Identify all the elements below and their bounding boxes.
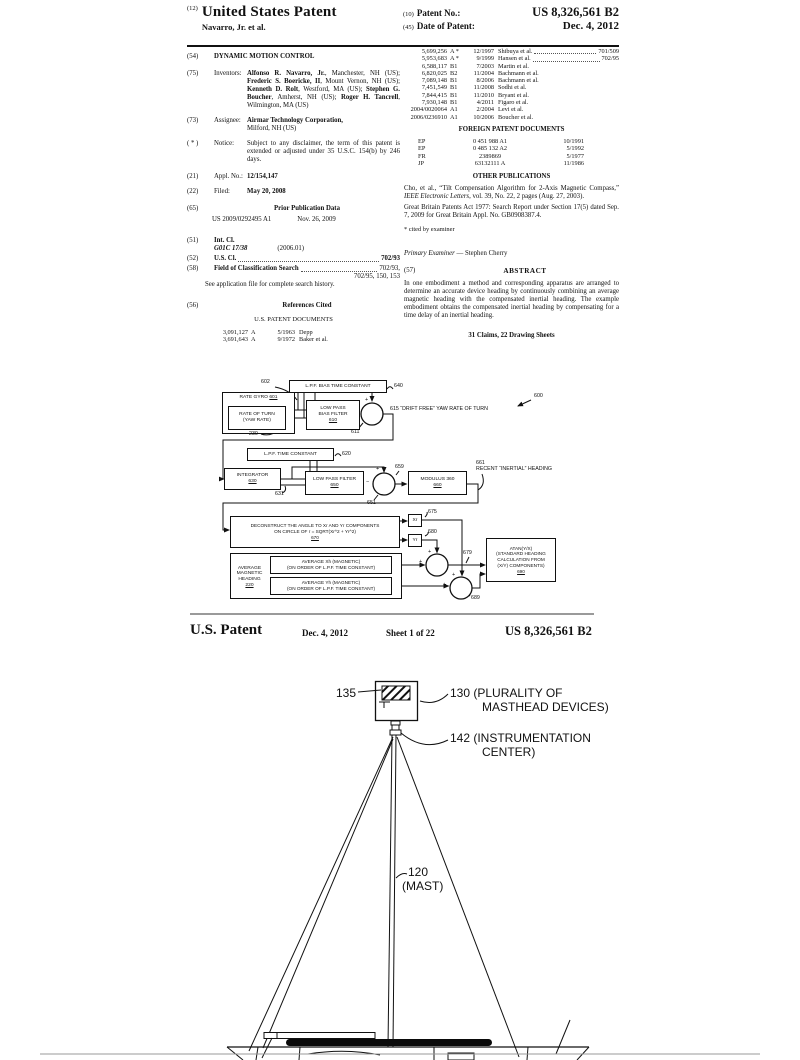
invention-title: DYNAMIC MOTION CONTROL — [214, 53, 315, 60]
deconstruct-angle-box: DECONSTRUCT THE ANGLE TO Xr AND Yr COMPONENTS ON CIRCLE OF r = SQRT(Xr^2 + Yr^2) 670 — [230, 516, 400, 548]
references-title: References Cited — [282, 302, 332, 309]
boom-bar — [286, 1039, 492, 1046]
ref-135-label: 135 — [336, 686, 357, 700]
ref-230: 230 — [249, 431, 258, 437]
dot-leader — [238, 257, 379, 262]
inventors-text: Alfonso R. Navarro, Jr., Manchester, NH (US); Frederic S. Boericke, II, Mount Vernon, NH (US); Kenneth D. Rolt, Westford, MA (US); Stephen G. Boucher, Amherst, NH (US); Roger H. Tancrell, Wilmington, MA (US) — [247, 70, 401, 109]
section-num: (73) — [187, 117, 199, 124]
prior-pub-row — [212, 216, 400, 224]
examiner-row: Primary Examiner — Stephen Cherry — [404, 249, 508, 257]
lpf-bias-time-constant-box: L.P.F. BIAS TIME CONSTANT — [289, 380, 387, 393]
cited-by-examiner: * cited by examiner — [404, 225, 455, 233]
sailboat-drawing — [0, 640, 800, 1060]
ref-631: 631 — [275, 491, 284, 497]
ref-row: 2004/0020064 A1 2/2004 Levi et al. — [410, 106, 524, 114]
ref-602: 602 — [261, 379, 270, 385]
ref-row: 7,089,148 B1 8/2006 Bachmann et al. — [421, 77, 539, 85]
low-pass-filter-box: LOW PASS FILTER 650 — [305, 471, 364, 495]
ref-130-label: 130 (PLURALITY OF MASTHEAD DEVICES) — [450, 686, 609, 714]
ref-675: 675 — [428, 509, 437, 515]
section-num: (65) — [187, 205, 199, 212]
ref-611: 611 — [351, 429, 360, 435]
page-title: United States Patent — [201, 4, 337, 20]
section-65 — [187, 205, 400, 213]
dot-leader — [301, 267, 378, 272]
average-yh-box: AVERAGE Yh (MAGNETIC) (ON ORDER OF L.P.F. TIME CONSTANT) — [270, 577, 392, 595]
backstay-line — [397, 737, 519, 1057]
ref-640: 640 — [394, 383, 403, 389]
section-22-filed — [187, 188, 400, 196]
summer-679 — [426, 554, 448, 576]
ref-661: 661 RECENT “INERTIAL” HEADING — [476, 460, 553, 472]
header-rule — [187, 45, 619, 47]
patent-no-value: US 8,326,561 B2 — [532, 5, 619, 19]
yr-box: Yr — [408, 534, 422, 547]
low-pass-bias-filter-box: LOW PASS BIAS FILTER 610 — [306, 400, 360, 430]
average-xh-box: AVERAGE Xh (MAGNETIC) (ON ORDER OF L.P.F. TIME CONSTANT) — [270, 556, 392, 574]
plus-sign: + — [419, 559, 423, 565]
plus-sign: + — [452, 572, 456, 578]
ref-651: 651 — [367, 500, 376, 506]
section-num: ( * ) — [187, 140, 199, 147]
assignee-text: Airmar Technology Corporation, Milford, NH (US) — [247, 117, 343, 132]
prior-pub-date: Nov. 26, 2009 — [297, 216, 336, 223]
ref-row: 7,451,549 B1 11/2008 Sodhi et al. — [421, 84, 527, 92]
section-52 — [187, 255, 400, 263]
foreign-row: EP 0 485 132 A2 5/1992 — [418, 145, 584, 153]
rate-gyro-box: RATE GYRO 601 — [222, 392, 295, 434]
inventor-line: Navarro, Jr. et al. — [201, 22, 266, 32]
patent-header-right — [403, 5, 619, 32]
ref-620: 620 — [342, 451, 351, 457]
foreign-row: FR 2389869 5/1977 — [418, 152, 584, 160]
section-num: (21) — [187, 173, 199, 180]
patent-number-row — [403, 5, 619, 20]
dot-leader — [533, 57, 600, 62]
wind-vane-icon — [379, 702, 390, 708]
abstract-text: In one embodiment a method and corresponding apparatus are arranged to determine an accurate device heading by continuously combining an average magnetic heading with the compensated inertial heading. The example embodiment obtains the compensated inertial heading by compensating for a time delay of an inertial heading. — [404, 279, 619, 319]
page-divider — [190, 613, 594, 615]
right-column — [404, 48, 619, 340]
modulus-360-box: MODULUS 360 660 — [408, 471, 467, 495]
section-num: (75) — [187, 70, 199, 77]
integrator-box: INTEGRATOR 630 — [224, 468, 281, 490]
appl-no: 12/154,147 — [247, 173, 278, 180]
date-value: Dec. 4, 2012 — [562, 20, 619, 32]
average-magnetic-heading-label: AVERAGE MAGNETIC HEADING 220 — [231, 557, 268, 597]
section-num: (22) — [187, 188, 199, 195]
patent-header — [187, 5, 619, 32]
prior-pub-title: Prior Publication Data — [274, 205, 340, 212]
ref-row: 6,588,117 B1 7/2003 Martin et al. — [422, 62, 529, 70]
instrumentation-center — [391, 721, 400, 725]
prior-pub-no: US 2009/0292495 A1 — [212, 216, 272, 223]
foreign-row: EP 0 451 988 A1 10/1991 — [418, 137, 584, 145]
ref-142-label: 142 (INSTRUMENTATION CENTER) — [450, 731, 591, 759]
notice-label: Notice: — [214, 140, 235, 147]
section-num: (56) — [187, 302, 199, 309]
plus-sign: + — [365, 397, 369, 403]
abstract-header — [404, 267, 619, 275]
patent-header-left — [187, 5, 337, 32]
assignee-label: Assignee: — [214, 117, 241, 124]
section-num: (51) — [187, 237, 199, 244]
us-patent-docs-title: U.S. PATENT DOCUMENTS — [254, 316, 333, 323]
left-column — [187, 53, 400, 344]
ref-row: 3,091,127 A 5/1963 Depp — [222, 329, 313, 336]
publication-1: Cho, et al., “Tilt Compensation Algorithm for 2-Axis Magnetic Compass,” IEEE Electronic Letters, vol. 39, No. 22, 2 pages (Aug. 27, 2003). — [404, 184, 619, 200]
ref-row: 3,691,643 A 9/1972 Baker et al. — [222, 336, 328, 344]
section-21-appl — [187, 173, 400, 181]
ref-615: 615 “DRIFT FREE” YAW RATE OF TURN — [390, 406, 488, 412]
ref-659: 659 — [395, 464, 404, 470]
patent-date-row — [403, 20, 619, 32]
section-num: (52) — [187, 255, 199, 262]
ref-120-label: 120 (MAST) — [402, 865, 444, 893]
section-num: (54) — [187, 53, 199, 60]
title-block — [202, 5, 337, 32]
sheet-header-patent-no: US 8,326,561 B2 — [505, 624, 592, 638]
summer-689 — [450, 577, 472, 599]
mast-line — [388, 735, 392, 1047]
plus-sign: + — [443, 582, 447, 588]
field-search-block: Field of Classification Search 702/93, 702/95, 150, 153 See application file for complete search history. — [205, 265, 400, 288]
ref-600: 600 — [534, 393, 543, 399]
plus-sign: + — [376, 466, 380, 472]
date-label: Date of Patent: — [416, 21, 475, 31]
filed-date: May 20, 2008 — [247, 188, 286, 195]
notice-text: Subject to any disclaimer, the term of this patent is extended or adjusted under 35 U.S.C. 154(b) by 246 days. — [247, 140, 400, 163]
xr-box: Xr — [408, 514, 422, 527]
forestay-line — [249, 737, 393, 1051]
field-45: (45) — [403, 24, 414, 31]
other-pubs-title: OTHER PUBLICATIONS — [472, 172, 551, 180]
ref-680: 680 — [428, 529, 437, 535]
rate-of-turn-box: RATE OF TURN (YAW RATE) — [228, 406, 286, 430]
atan-box: ATAN(Y/X) (STANDARD HEADING CALCULATION FROM (X/Y) COMPONENTS) 690 — [486, 538, 556, 582]
ref-689: 689 — [471, 595, 480, 601]
sheet-header-date: Dec. 4, 2012 — [302, 628, 348, 638]
ref-row: 5,699,256 A * 12/1997 Shibuya et al. 701/509 — [421, 48, 619, 55]
lpf-time-constant-box: L.P.F. TIME CONSTANT — [247, 448, 334, 461]
patent-no-label: Patent No.: — [416, 8, 461, 18]
ref-row: 7,930,148 B1 4/2011 Figaro et al. — [421, 99, 529, 107]
minus-sign: − — [366, 479, 370, 485]
kind-code: (12) — [187, 5, 198, 12]
summer-611 — [361, 403, 383, 425]
ref-row: 5,953,683 A * 9/1999 Hansen et al. 702/95 — [421, 55, 619, 63]
dot-leader — [534, 49, 596, 54]
foreign-docs-title: FOREIGN PATENT DOCUMENTS — [458, 125, 565, 133]
field-10: (10) — [403, 11, 414, 18]
ref-row: 2006/0236910 A1 10/2006 Boucher et al. — [410, 113, 534, 121]
section-56 — [187, 302, 400, 310]
claims-line: 31 Claims, 22 Drawing Sheets — [468, 331, 555, 339]
intcl-block: Int. Cl. G01C 17/38 (2006.01) — [214, 237, 305, 252]
section-58 — [187, 265, 400, 289]
masthead-device-135 — [382, 686, 410, 700]
plus-sign: + — [428, 549, 432, 555]
sheet-header-sheet: Sheet 1 of 22 — [386, 628, 435, 638]
sailboat-figure — [0, 640, 800, 1060]
ref-row: 6,820,025 B2 11/2004 Bachmann et al. — [421, 69, 539, 77]
section-75-inventors — [187, 70, 400, 110]
filed-label: Filed: — [214, 188, 230, 195]
heading-block-diagram — [185, 378, 621, 614]
section-73-assignee — [187, 117, 400, 133]
ref-679: 679 — [463, 550, 472, 556]
appl-label: Appl. No.: — [214, 173, 243, 180]
sheet-header-title: U.S. Patent — [190, 622, 263, 638]
summer-651 — [373, 473, 395, 495]
ref-row: 7,844,415 B1 11/2010 Bryant et al. — [421, 91, 529, 99]
section-num: (58) — [187, 265, 199, 272]
inventors-label: Inventors: — [214, 70, 242, 77]
section-51 — [187, 237, 400, 253]
foreign-row: JP 63132111 A 11/1986 — [418, 160, 584, 168]
section-notice — [187, 140, 400, 164]
publication-2: Great Britain Patents Act 1977: Search Report under Section 17(5) dated Sep. 7, 2009 for Great Britain Appl. No. GB0908387.4. — [404, 203, 619, 219]
uscl-row: U.S. Cl. 702/93 — [214, 255, 400, 262]
abstract-title: ABSTRACT — [503, 266, 547, 275]
section-num: (57) — [404, 266, 416, 274]
section-54 — [187, 53, 400, 61]
